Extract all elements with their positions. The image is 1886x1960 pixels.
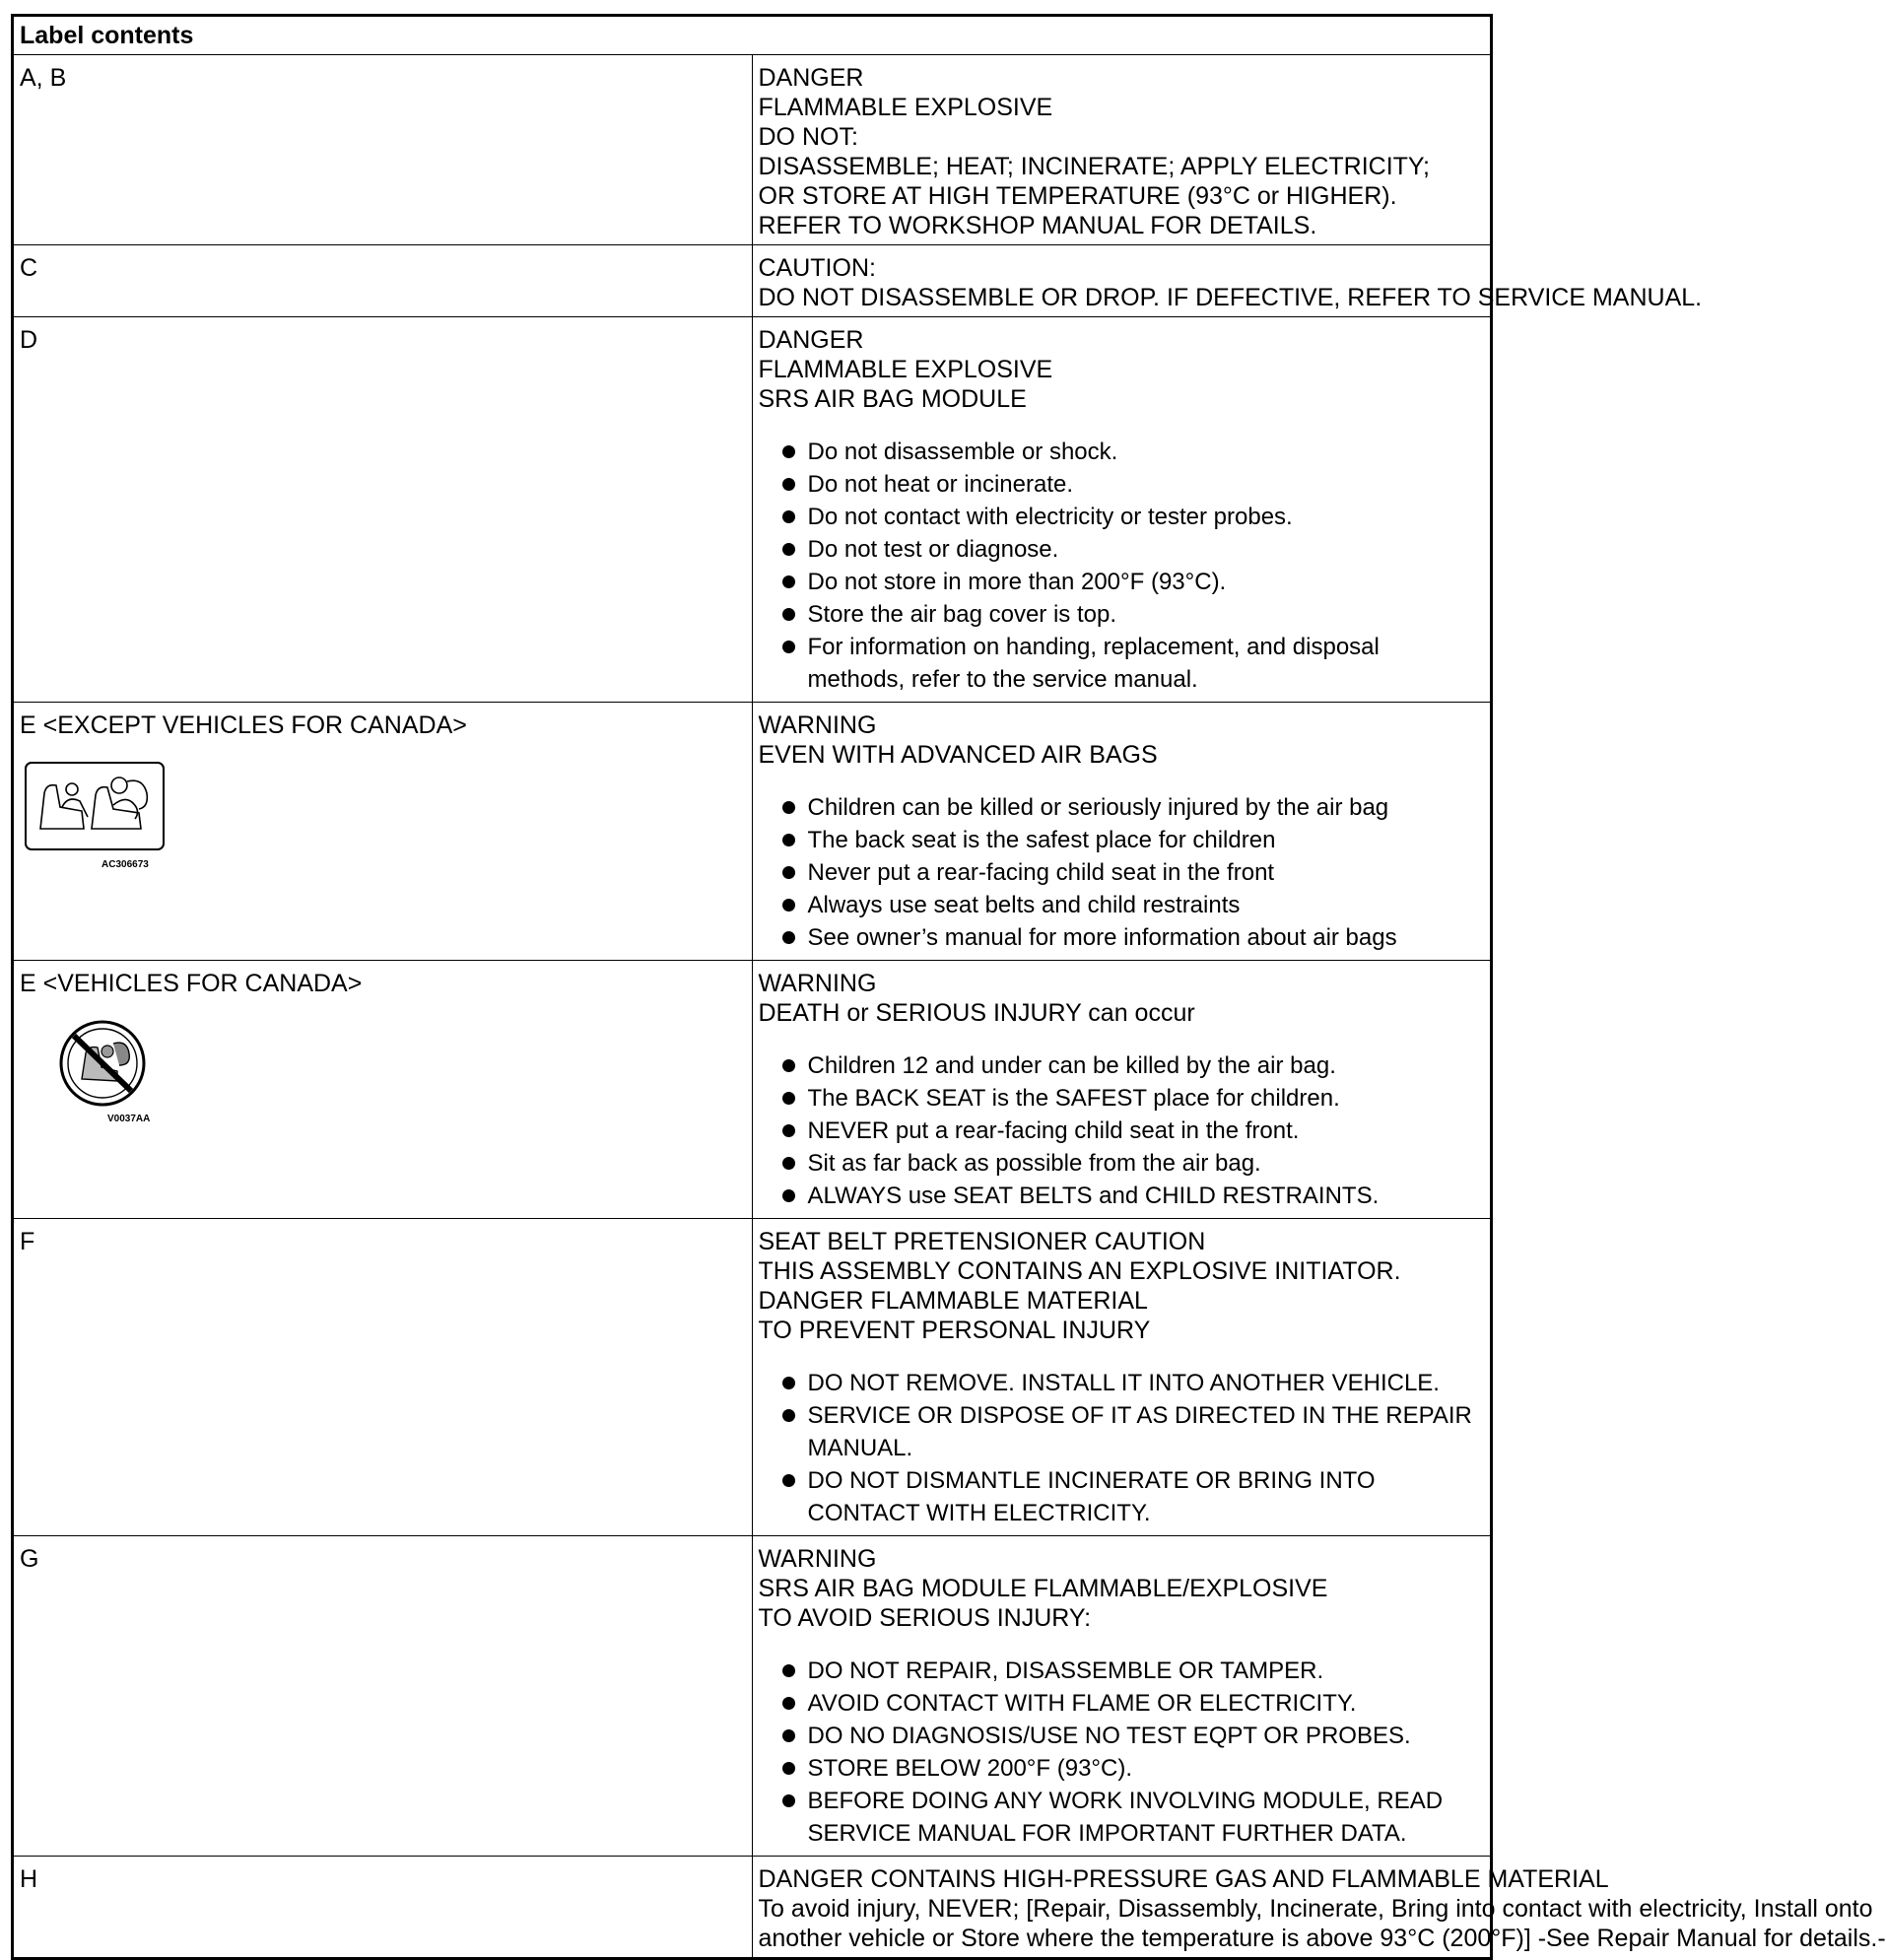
content-line: To avoid injury, NEVER; [Repair, Disassembly, Incinerate, Bring into contact with electricity, Install onto: [758, 1895, 1873, 1923]
no-rear-facing-seat-illustration: [23, 1018, 180, 1125]
row-label: G: [13, 1536, 753, 1857]
content-line: TO PREVENT PERSONAL INJURY: [758, 1317, 1151, 1344]
content-line: DEATH or SERIOUS INJURY can occur: [758, 999, 1195, 1027]
bullet-item: The BACK SEAT is the SAFEST place for children.: [782, 1082, 1479, 1115]
content-line: FLAMMABLE EXPLOSIVE: [758, 94, 1053, 121]
content-line: WARNING: [758, 711, 877, 739]
bullet-list: [759, 1655, 1479, 1850]
content-line: DANGER: [758, 64, 864, 92]
row-content: [752, 1536, 1492, 1857]
label-contents-sheet: [11, 14, 1886, 1960]
content-line: REFER TO WORKSHOP MANUAL FOR DETAILS.: [758, 212, 1317, 239]
bullet-item: Never put a rear-facing child seat in the front: [782, 856, 1479, 889]
content-line: SRS AIR BAG MODULE: [758, 385, 1027, 413]
content-line: FLAMMABLE EXPLOSIVE: [758, 356, 1053, 383]
content-line: WARNING: [758, 970, 877, 997]
bullet-item: Sit as far back as possible from the air bag.: [782, 1147, 1479, 1180]
table-row: [13, 703, 1492, 961]
table-row: [13, 55, 1492, 245]
bullet-item: Do not test or diagnose.: [782, 533, 1479, 566]
table-row: [13, 961, 1492, 1219]
bullet-item: Children can be killed or seriously injured by the air bag: [782, 791, 1479, 824]
content-line: DO NOT:: [758, 123, 858, 151]
bullet-item: DO NOT REPAIR, DISASSEMBLE OR TAMPER.: [782, 1655, 1479, 1687]
row-content: [752, 1857, 1886, 1959]
content-line: THIS ASSEMBLY CONTAINS AN EXPLOSIVE INITIATOR.: [758, 1257, 1401, 1285]
bullet-item: Do not contact with electricity or tester probes.: [782, 501, 1479, 533]
row-label: E <EXCEPT VEHICLES FOR CANADA>: [20, 711, 467, 739]
content-line: CAUTION:: [758, 254, 876, 282]
content-line: SEAT BELT PRETENSIONER CAUTION: [758, 1228, 1206, 1255]
row-label: C: [13, 245, 753, 317]
table-row: [13, 1219, 1492, 1536]
seat-airbag-warning-icon: [23, 760, 167, 852]
row-label: D: [13, 317, 753, 703]
bullet-list: [759, 436, 1479, 696]
bullet-item: Always use seat belts and child restraints: [782, 889, 1479, 921]
bullet-item: AVOID CONTACT WITH FLAME OR ELECTRICITY.: [782, 1687, 1479, 1720]
bullet-list: [759, 1367, 1479, 1529]
bullet-item: SERVICE OR DISPOSE OF IT AS DIRECTED IN THE REPAIR MANUAL.: [782, 1399, 1479, 1464]
bullet-item: DO NOT REMOVE. INSTALL IT INTO ANOTHER VEHICLE.: [782, 1367, 1479, 1399]
table-row: [13, 1536, 1492, 1857]
content-line: DISASSEMBLE; HEAT; INCINERATE; APPLY ELECTRICITY;: [758, 153, 1430, 180]
table-header-row: [13, 16, 1492, 55]
bullet-item: Do not disassemble or shock.: [782, 436, 1479, 468]
content-line: another vehicle or Store where the temperature is above 93°C (200°F)] -See Repair Manual for details.-: [758, 1925, 1886, 1952]
row-label-cell: [13, 961, 753, 1219]
table-header: Label contents: [13, 16, 1492, 55]
content-line: WARNING: [758, 1545, 877, 1573]
row-content: [752, 55, 1492, 245]
row-label: E <VEHICLES FOR CANADA>: [20, 970, 363, 997]
bullet-item: DO NOT DISMANTLE INCINERATE OR BRING INTO CONTACT WITH ELECTRICITY.: [782, 1464, 1479, 1529]
image-code: V0037AA: [107, 1114, 151, 1124]
bullet-item: See owner’s manual for more information about air bags: [782, 921, 1479, 954]
bullet-item: The back seat is the safest place for children: [782, 824, 1479, 856]
child-seat-label-illustration: [23, 760, 180, 871]
content-line: TO AVOID SERIOUS INJURY:: [758, 1604, 1092, 1632]
content-line: SRS AIR BAG MODULE FLAMMABLE/EXPLOSIVE: [758, 1575, 1328, 1602]
bullet-item: Store the air bag cover is top.: [782, 598, 1479, 631]
row-content: [752, 245, 1703, 317]
content-line: EVEN WITH ADVANCED AIR BAGS: [758, 741, 1158, 769]
bullet-item: BEFORE DOING ANY WORK INVOLVING MODULE, READ SERVICE MANUAL FOR IMPORTANT FURTHER DATA.: [782, 1785, 1479, 1850]
bullet-item: ALWAYS use SEAT BELTS and CHILD RESTRAINTS.: [782, 1180, 1479, 1212]
table-row: [13, 245, 1492, 317]
image-code: AC306673: [101, 859, 149, 870]
content-line: DANGER: [758, 326, 864, 354]
row-label: H: [13, 1857, 753, 1959]
prohibited-child-seat-icon: [23, 1018, 180, 1109]
bullet-list: [759, 791, 1479, 954]
bullet-item: Do not store in more than 200°F (93°C).: [782, 566, 1479, 598]
row-content: [752, 1219, 1492, 1536]
content-line: DANGER FLAMMABLE MATERIAL: [758, 1287, 1148, 1315]
bullet-item: STORE BELOW 200°F (93°C).: [782, 1752, 1479, 1785]
bullet-item: For information on handing, replacement, and disposal methods, refer to the service manual.: [782, 631, 1479, 696]
table-row: [13, 317, 1492, 703]
content-line: DANGER CONTAINS HIGH-PRESSURE GAS AND FLAMMABLE MATERIAL: [758, 1865, 1609, 1893]
bullet-list: [759, 1049, 1479, 1212]
row-label: F: [13, 1219, 753, 1536]
bullet-item: Do not heat or incinerate.: [782, 468, 1479, 501]
bullet-item: NEVER put a rear-facing child seat in the front.: [782, 1115, 1479, 1147]
label-contents-table: [11, 14, 1886, 1960]
bullet-item: DO NO DIAGNOSIS/USE NO TEST EQPT OR PROBES.: [782, 1720, 1479, 1752]
table-row: [13, 1857, 1492, 1959]
content-line: DO NOT DISASSEMBLE OR DROP. IF DEFECTIVE, REFER TO SERVICE MANUAL.: [758, 284, 1703, 311]
row-content: [752, 317, 1492, 703]
bullet-item: Children 12 and under can be killed by the air bag.: [782, 1049, 1479, 1082]
row-label-cell: [13, 703, 753, 961]
row-content: [752, 961, 1492, 1219]
row-content: [752, 703, 1492, 961]
row-label: A, B: [13, 55, 753, 245]
content-line: OR STORE AT HIGH TEMPERATURE (93°C or HIGHER).: [758, 182, 1397, 210]
